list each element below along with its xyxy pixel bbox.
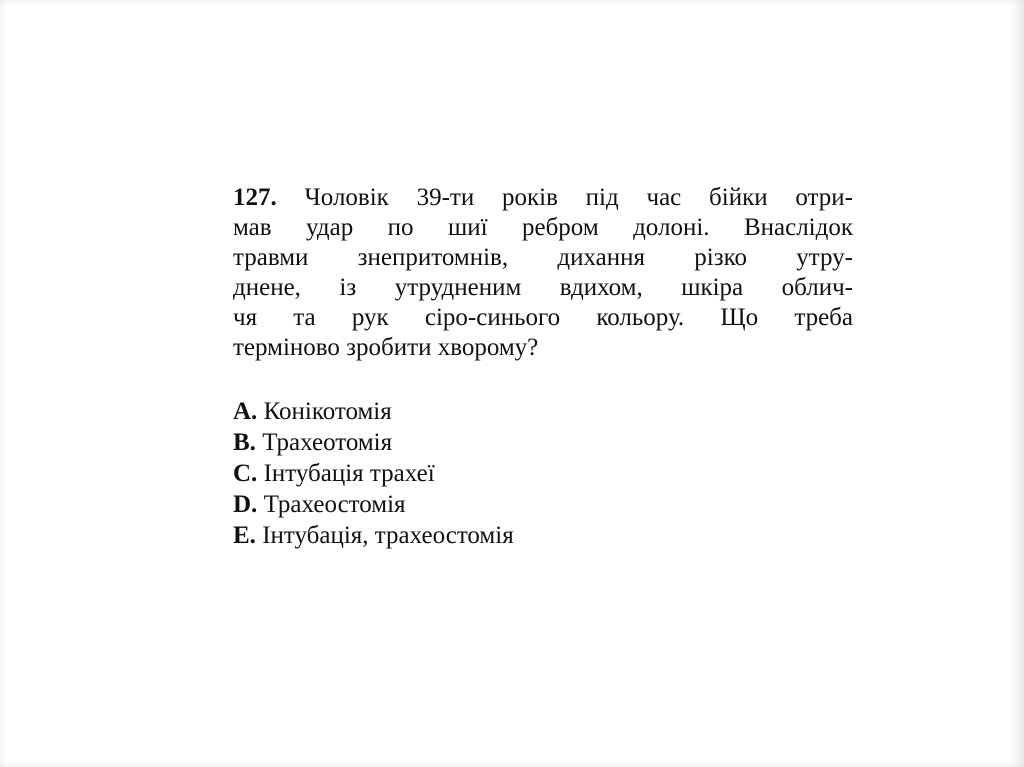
question-stem-line: чя та рук сіро-синього кольору. Що треба: [233, 304, 853, 331]
option-text: Інтубація, трахеостомія: [262, 522, 514, 549]
question-stem-line: травми знепритомнів, дихання різко утру-: [233, 244, 853, 271]
option-letter: D.: [233, 491, 258, 518]
answer-option-b: [233, 427, 853, 458]
option-text: Інтубація трахеї: [263, 460, 435, 487]
option-text: Трахеотомія: [262, 429, 393, 456]
question-stem-line: [233, 183, 853, 213]
option-letter: A.: [233, 398, 258, 425]
slide-edge-shadow: [1010, 0, 1024, 767]
answer-option-a: [233, 396, 853, 427]
question-number: 127.: [233, 184, 277, 211]
answer-options: [233, 396, 853, 551]
question-stem-text: Чоловік 39-ти років під час бійки отри-: [304, 184, 853, 211]
option-letter: B.: [233, 429, 256, 456]
option-letter: E.: [233, 522, 256, 549]
question-stem-line: терміново зробити хворому?: [233, 334, 539, 361]
answer-option-e: [233, 520, 853, 551]
answer-option-d: [233, 489, 853, 520]
question-block: [233, 183, 853, 363]
option-text: Конікотомія: [263, 398, 392, 425]
answer-option-c: [233, 458, 853, 489]
question-stem-line: мав удар по шиї ребром долоні. Внаслідок: [233, 214, 853, 241]
question-stem-line: днене, із утрудненим вдихом, шкіра облич-: [233, 274, 853, 301]
option-text: Трахеостомія: [263, 491, 406, 518]
option-letter: C.: [233, 460, 258, 487]
